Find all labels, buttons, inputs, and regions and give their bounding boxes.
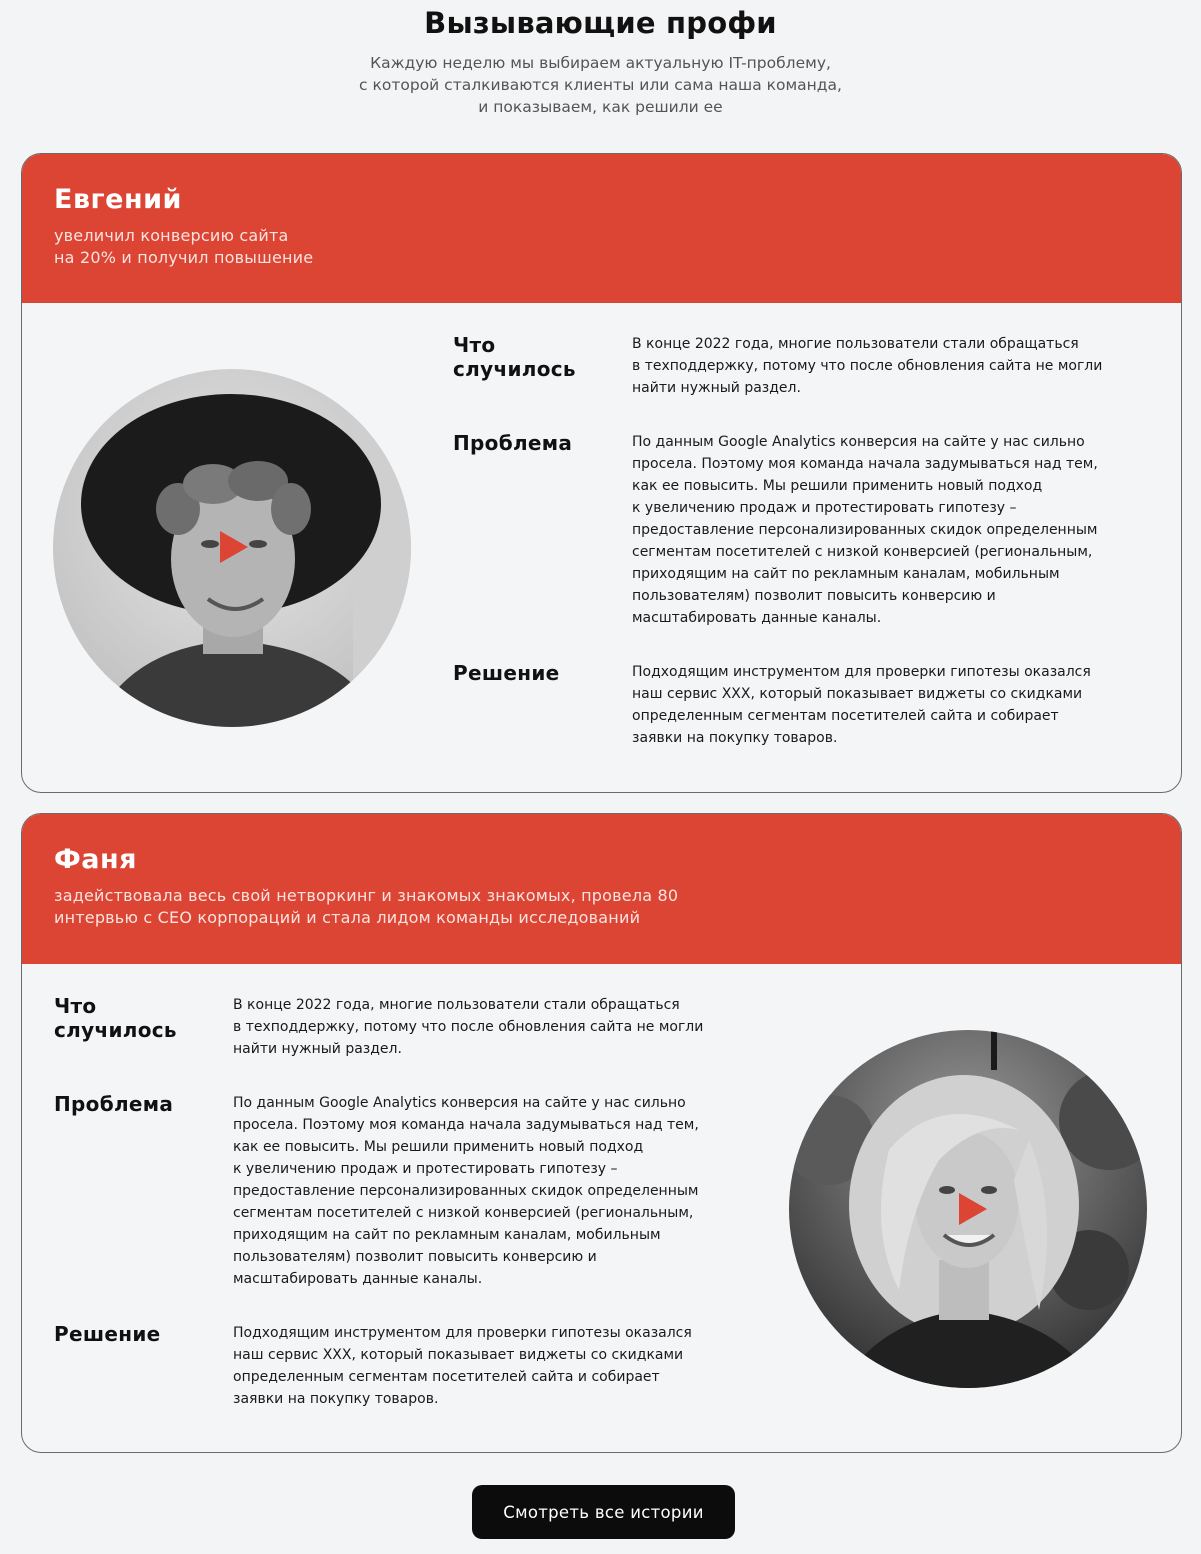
play-icon[interactable] [220,531,248,563]
text-line: как ее повысить. Мы решили применить новый подход [632,478,1043,494]
section-label [54,1092,224,1116]
label-line: Решение [54,1322,161,1346]
tagline-line: увеличил конверсию сайта [54,226,289,245]
subtitle-line: и показываем, как решили ее [478,98,723,116]
text-line: в техподдержку, потому что после обновления сайта не могли [233,1019,704,1035]
text-line: заявки на покупку товаров. [233,1391,439,1407]
text-line: В конце 2022 года, многие пользователи стали обращаться [233,997,680,1013]
text-line: определенным сегментам посетителей сайта и собирает [233,1369,660,1385]
text-line: По данным Google Analytics конверсия на сайте у нас сильно [233,1095,686,1111]
section-text [632,661,1152,749]
section-text [233,1092,753,1290]
label-line: Проблема [453,431,573,455]
section-text [233,1322,753,1410]
text-line: определенным сегментам посетителей сайта и собирает [632,708,1059,724]
label-line: Проблема [54,1092,174,1116]
text-line: просела. Поэтому моя команда начала задумываться над тем, [233,1117,699,1133]
text-line: Подходящим инструментом для проверки гипотезы оказался [632,664,1091,680]
story-name: Евгений [54,184,182,215]
text-line: просела. Поэтому моя команда начала задумываться над тем, [632,456,1098,472]
section-text [233,994,753,1060]
story-header [22,154,1181,303]
text-line: сегментам посетителей с низкой конверсией (региональным, [233,1205,694,1221]
text-line: в техподдержку, потому что после обновления сайта не могли [632,358,1103,374]
page-title: Вызывающие профи [424,6,777,40]
text-line: найти нужный раздел. [632,380,801,396]
section-label [453,333,623,381]
play-icon[interactable] [959,1193,987,1225]
label-line: Что [453,333,496,357]
text-line: приходящим на сайт по рекламным каналам, мобильным [632,566,1060,582]
story-tagline [54,885,1149,929]
label-line: случилось [54,1018,177,1042]
page-subtitle [0,52,1201,118]
text-line: По данным Google Analytics конверсия на сайте у нас сильно [632,434,1085,450]
story-name: Фаня [54,844,137,875]
section-text [632,333,1152,399]
section-label [54,994,224,1042]
section-label [453,431,623,455]
tagline-line: задействовала весь свой нетворкинг и знакомых знакомых, провела 80 [54,886,679,905]
story-header [22,814,1181,964]
text-line: Подходящим инструментом для проверки гипотезы оказался [233,1325,692,1341]
subtitle-line: Каждую неделю мы выбираем актуальную IT-проблему, [370,54,831,72]
text-line: к увеличению продаж и протестировать гипотезу – [233,1161,618,1177]
text-line: В конце 2022 года, многие пользователи стали обращаться [632,336,1079,352]
story-card-fanya [21,813,1182,1453]
tagline-line: интервью с СЕО корпораций и стала лидом команды исследований [54,908,641,927]
text-line: пользователям) позволит повысить конверсию и [632,588,996,604]
text-line: сегментам посетителей с низкой конверсией (региональным, [632,544,1093,560]
story-body [22,964,1181,1453]
text-line: как ее повысить. Мы решили применить новый подход [233,1139,644,1155]
story-body [22,303,1181,793]
label-line: Решение [453,661,560,685]
story-tagline [54,225,1149,269]
section-label [453,661,623,685]
text-line: масштабировать данные каналы. [233,1271,483,1287]
section-text [632,431,1152,629]
tagline-line: на 20% и получил повышение [54,248,314,267]
text-line: наш сервис ХХХ, который показывает виджеты со скидками [632,686,1083,702]
subtitle-line: с которой сталкиваются клиенты или сама наша команда, [359,76,842,94]
story-video-thumbnail[interactable] [789,1030,1147,1388]
text-line: к увеличению продаж и протестировать гипотезу – [632,500,1017,516]
text-line: предоставление персонализированных скидок определенным [233,1183,699,1199]
label-line: Что [54,994,97,1018]
story-video-thumbnail[interactable] [53,369,411,727]
story-card-evgeniy [21,153,1182,793]
text-line: предоставление персонализированных скидок определенным [632,522,1098,538]
text-line: заявки на покупку товаров. [632,730,838,746]
text-line: наш сервис ХХХ, который показывает виджеты со скидками [233,1347,684,1363]
label-line: случилось [453,357,576,381]
text-line: найти нужный раздел. [233,1041,402,1057]
text-line: масштабировать данные каналы. [632,610,882,626]
section-label [54,1322,224,1346]
text-line: приходящим на сайт по рекламным каналам, мобильным [233,1227,661,1243]
text-line: пользователям) позволит повысить конверсию и [233,1249,597,1265]
view-all-stories-button[interactable]: Смотреть все истории [472,1485,735,1539]
